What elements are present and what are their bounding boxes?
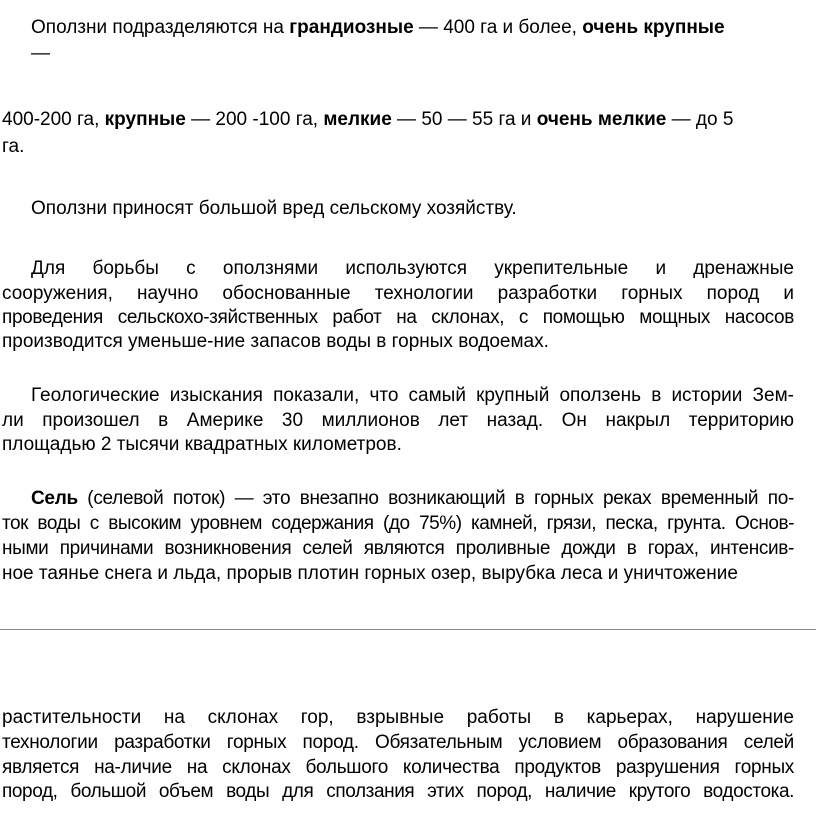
paragraph-landslide-control-line-4: производится уменьше-ние запасов воды в горных водоемах. <box>2 331 549 352</box>
bold-term-very-small: очень мелкие <box>536 109 667 130</box>
paragraph-landslide-harm: Оползни приносят большой вред сельскому хозяйству. <box>31 198 517 219</box>
paragraph-continuation-line-2: технологии разработки горных пород. Обязательным условием образования селей <box>2 732 794 753</box>
text-span: — 200 -100 га, <box>185 109 324 130</box>
paragraph-landslide-classes-line-2 <box>2 108 733 132</box>
paragraph-geology-line-1: Геологические изыскания показали, что самый крупный оползень в истории Зем- <box>31 385 794 406</box>
text-span: га. <box>2 136 25 157</box>
text-span: — 400 га и более, <box>413 17 583 38</box>
paragraph-continuation-line-4: пород, большой объем воды для сползания этих пород, наличие крутого водостока. <box>2 781 794 802</box>
paragraph-mudflow-line-2: ток воды с высоким уровнем содержания (до 75%) камней, грязи, песка, грунта. Основ- <box>2 513 794 534</box>
text-span: — <box>31 43 50 64</box>
paragraph-landslide-classes-line-1 <box>31 16 725 40</box>
page-separator <box>0 629 816 630</box>
paragraph-landslide-control-line-1: Для борьбы с оползнями используются укрепительные и дренажные <box>31 258 794 279</box>
bold-term-small: мелкие <box>323 109 392 130</box>
paragraph-continuation-line-3: является на-личие на склонах большого количества продуктов разрушения горных <box>2 757 794 778</box>
text-span: Оползни подразделяются на <box>31 17 290 38</box>
bold-term-large: крупные <box>104 109 186 130</box>
paragraph-landslide-control-line-3: проведения сельскохо-зяйственных работ на склонах, с помощью мощных насосов <box>2 307 794 328</box>
bold-term-mudflow: Сель <box>31 488 78 509</box>
paragraph-geology-line-3: площадью 2 тысячи квадратных километров. <box>2 434 402 455</box>
paragraph-landslide-classes-line-3 <box>2 135 24 159</box>
paragraph-landslide-control-line-2: сооружения, научно обоснованные технологии разработки горных пород и <box>2 283 794 304</box>
paragraph-landslide-classes-dash <box>31 42 50 66</box>
text-span: — 50 — 55 га и <box>391 109 537 130</box>
text-span: — до 5 <box>666 109 734 130</box>
text-span: 400-200 га, <box>2 109 105 130</box>
paragraph-mudflow-line-3: ными причинами возникновения селей являются проливные дожди в горах, интенсив- <box>2 538 794 559</box>
text-span: (селевой поток) — это внезапно возникающий в горных реках временный по- <box>77 488 794 509</box>
bold-term-very-large: очень крупные <box>582 17 725 38</box>
paragraph-mudflow-line-4: ное таянье снега и льда, прорыв плотин горных озер, вырубка леса и уничтожение <box>2 563 738 584</box>
paragraph-mudflow-line-1 <box>31 487 794 511</box>
paragraph-geology-line-2: ли произошел в Америке 30 миллионов лет назад. Он накрыл территорию <box>2 410 794 431</box>
bold-term-grandiose: грандиозные <box>289 17 414 38</box>
paragraph-continuation-line-1: растительности на склонах гор, взрывные работы в карьерах, нарушение <box>2 707 794 728</box>
